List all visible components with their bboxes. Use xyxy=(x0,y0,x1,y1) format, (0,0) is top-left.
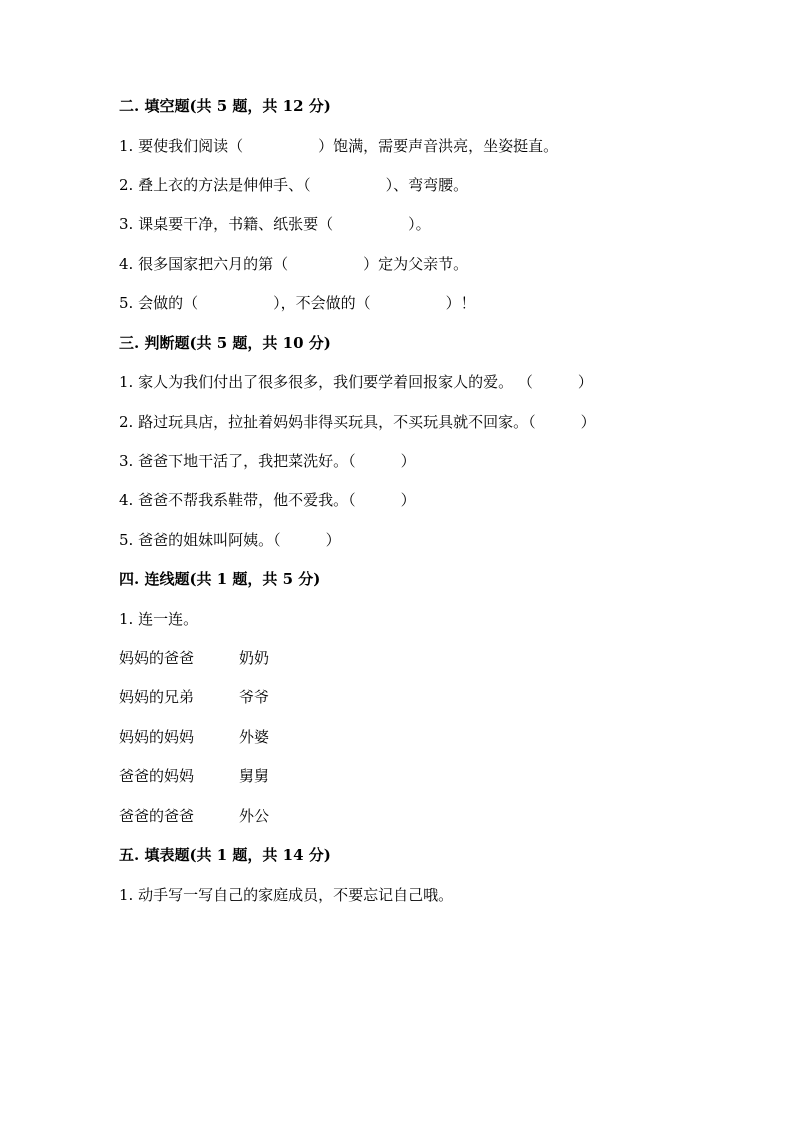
question-line: 5. 爸爸的姐妹叫阿姨。（ ） xyxy=(119,531,341,549)
match-left-item: 妈妈的兄弟 xyxy=(119,688,195,706)
question-line: 4. 爸爸不帮我系鞋带，他不爱我。（ ） xyxy=(119,491,416,509)
match-left-item: 爸爸的爸爸 xyxy=(119,807,195,825)
match-left-item: 爸爸的妈妈 xyxy=(119,767,195,785)
section-heading-table-fill: 五. 填表题(共 1 题，共 14 分) xyxy=(119,846,331,864)
match-right-item: 外婆 xyxy=(239,728,270,746)
match-right-item: 舅舅 xyxy=(239,767,270,785)
question-line: 1. 家人为我们付出了很多很多，我们要学着回报家人的爱。 （ ） xyxy=(119,373,593,391)
match-right-item: 外公 xyxy=(239,807,270,825)
question-line: 2. 叠上衣的方法是伸伸手、（ ）、弯弯腰。 xyxy=(119,176,469,194)
section-heading-true-false: 三. 判断题(共 5 题，共 10 分) xyxy=(119,334,331,352)
question-line: 3. 课桌要干净，书籍、纸张要（ ）。 xyxy=(119,215,431,233)
question-line: 3. 爸爸下地干活了，我把菜洗好。（ ） xyxy=(119,452,416,470)
match-left-item: 妈妈的爸爸 xyxy=(119,649,195,667)
match-right-item: 爷爷 xyxy=(239,688,270,706)
match-left-item: 妈妈的妈妈 xyxy=(119,728,195,746)
section-heading-fill-blank: 二. 填空题(共 5 题，共 12 分) xyxy=(119,97,331,115)
question-line: 1. 要使我们阅读（ ）饱满，需要声音洪亮，坐姿挺直。 xyxy=(119,137,559,155)
question-line: 4. 很多国家把六月的第（ ）定为父亲节。 xyxy=(119,255,469,273)
question-line: 5. 会做的（ ），不会做的（ ）！ xyxy=(119,294,476,312)
section-heading-matching: 四. 连线题(共 1 题，共 5 分) xyxy=(119,570,321,588)
question-line: 1. 连一连。 xyxy=(119,610,199,628)
question-line: 1. 动手写一写自己的家庭成员，不要忘记自己哦。 xyxy=(119,886,454,904)
question-line: 2. 路过玩具店，拉扯着妈妈非得买玩具，不买玩具就不回家。（ ） xyxy=(119,413,596,431)
match-right-item: 奶奶 xyxy=(239,649,270,667)
